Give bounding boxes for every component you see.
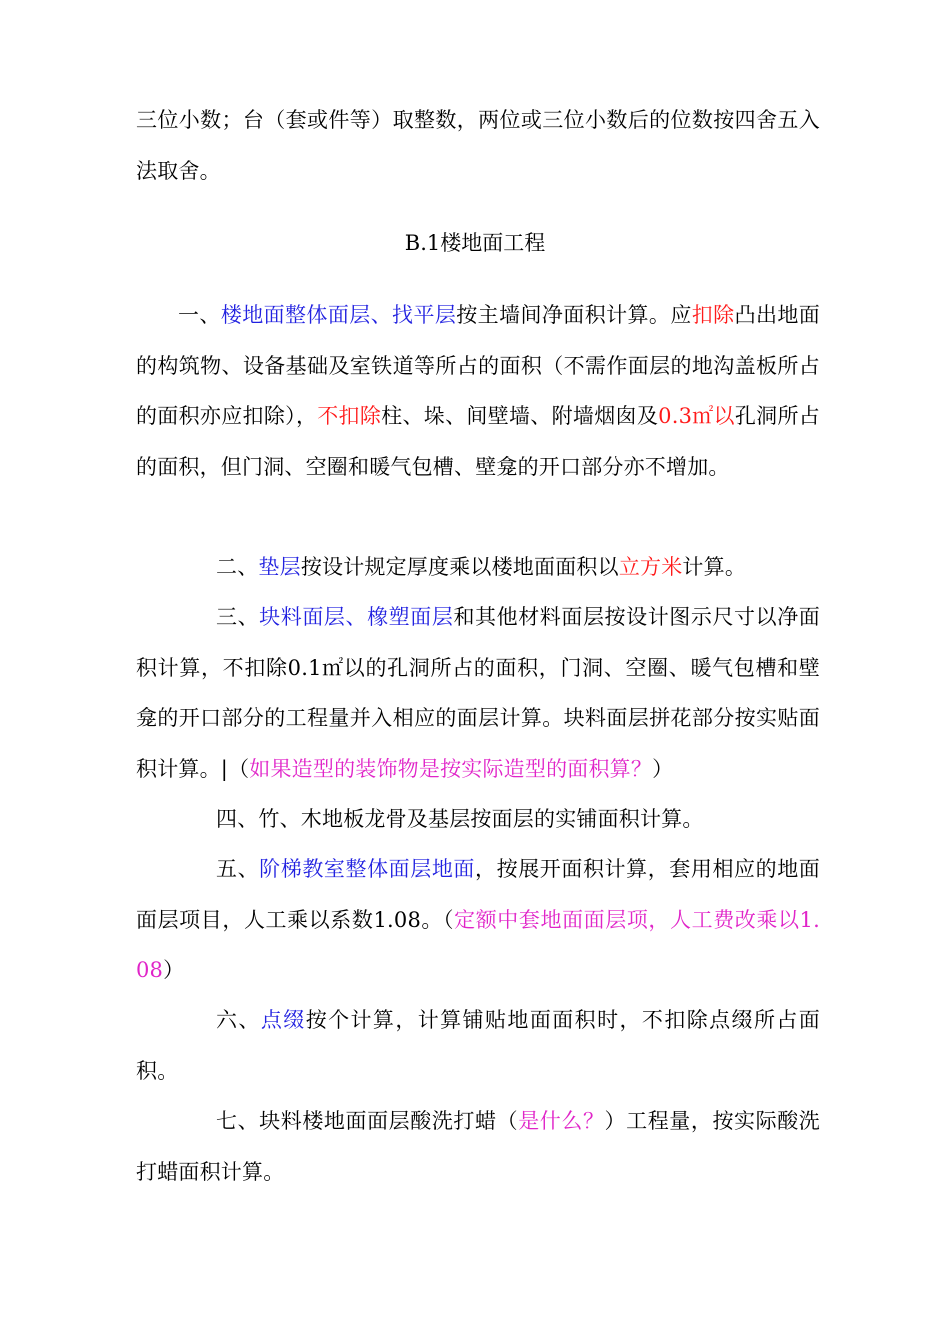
p1-prefix: 一、 [178, 303, 221, 327]
p2-prefix: 二、 [216, 555, 259, 579]
p1-text4: 孔洞所占的面积，但门洞、空圈和暖气包槽、壁龛的开口部分亦不增加。 [136, 404, 820, 479]
paragraph-7 [136, 1096, 820, 1197]
paragraph-3 [136, 592, 820, 794]
p3-close: ） [652, 756, 674, 781]
paragraph-2 [136, 542, 820, 593]
paragraph-1 [136, 290, 820, 492]
paragraph-6 [136, 995, 820, 1096]
p1-red1: 扣除 [691, 303, 735, 327]
p3-note: 如果造型的装饰物是按实际造型的面积算？ [249, 756, 653, 781]
p1-term: 楼地面整体面层、找平层 [220, 303, 457, 327]
p1-red2: 不扣除 [317, 404, 382, 428]
paragraph-4 [136, 794, 820, 845]
p6-prefix: 六、 [216, 1008, 261, 1032]
intro-paragraph [136, 95, 820, 196]
intro-text-line1: 三位小数；台（套或件等）取整数，两位或三位小数后的位数按四舍 [136, 108, 778, 132]
p1-text3: 柱、垛、间壁墙、附墙烟囱及 [381, 404, 659, 428]
p2-term: 垫层 [258, 555, 301, 579]
p3-term: 块料面层、橡塑面层 [259, 605, 454, 629]
p1-text1: 按主墙间净面积计算。应 [456, 303, 692, 327]
p5-prefix: 五、 [216, 857, 260, 881]
p5-term: 阶梯教室整体面层地面 [259, 857, 476, 881]
p6-term: 点缀 [260, 1008, 306, 1032]
p2-red: 立方米 [618, 555, 683, 579]
p5-close: ） [163, 958, 185, 982]
p7-text2: ）工程量，按实际酸洗打蜡面积计算。 [136, 1109, 820, 1184]
paragraph-5 [136, 844, 820, 996]
p5-note: 定额中套地面面层项，人工费改乘以1.08 [136, 907, 820, 982]
p7-text1: 七、块料楼地面面层酸洗打蜡（ [216, 1109, 519, 1133]
intro-text-line2: 五入法取舍。 [136, 108, 821, 183]
p7-note: 是什么？ [518, 1109, 605, 1133]
p5-text1: ，按展开面积计算，套用相应的地面面层项目，人工乘以系数1.08。（ [136, 857, 821, 932]
p2-text1: 按设计规定厚度乘以楼地面面积以 [300, 555, 619, 579]
p1-text2: 凸出地面的构筑物、设备基础及室铁道等所占的面积（不需作面层的地沟盖板所占的面积亦应扣除）， [136, 303, 820, 428]
p3-text1: 和其他材料面层按设计图示尺寸以净面积计算，不扣除0.1㎡以的孔洞所占的面积，门洞、空圈、暖气包槽和壁龛的开口部分的工程量并入相应的面层计算。块料面层拼花部分按实贴面积计算。|（ [136, 605, 820, 781]
p4-text: 四、竹、木地板龙骨及基层按面层的实铺面积计算。 [216, 807, 704, 831]
section-heading: B.1楼地面工程 [404, 231, 546, 255]
p3-prefix: 三、 [216, 605, 260, 629]
p2-text2: 计算。 [682, 555, 747, 579]
p6-text1: 按个计算，计算铺贴地面面积时，不扣除点缀所占面积。 [136, 1008, 821, 1083]
p1-red3: 0.3㎡以 [658, 404, 735, 428]
